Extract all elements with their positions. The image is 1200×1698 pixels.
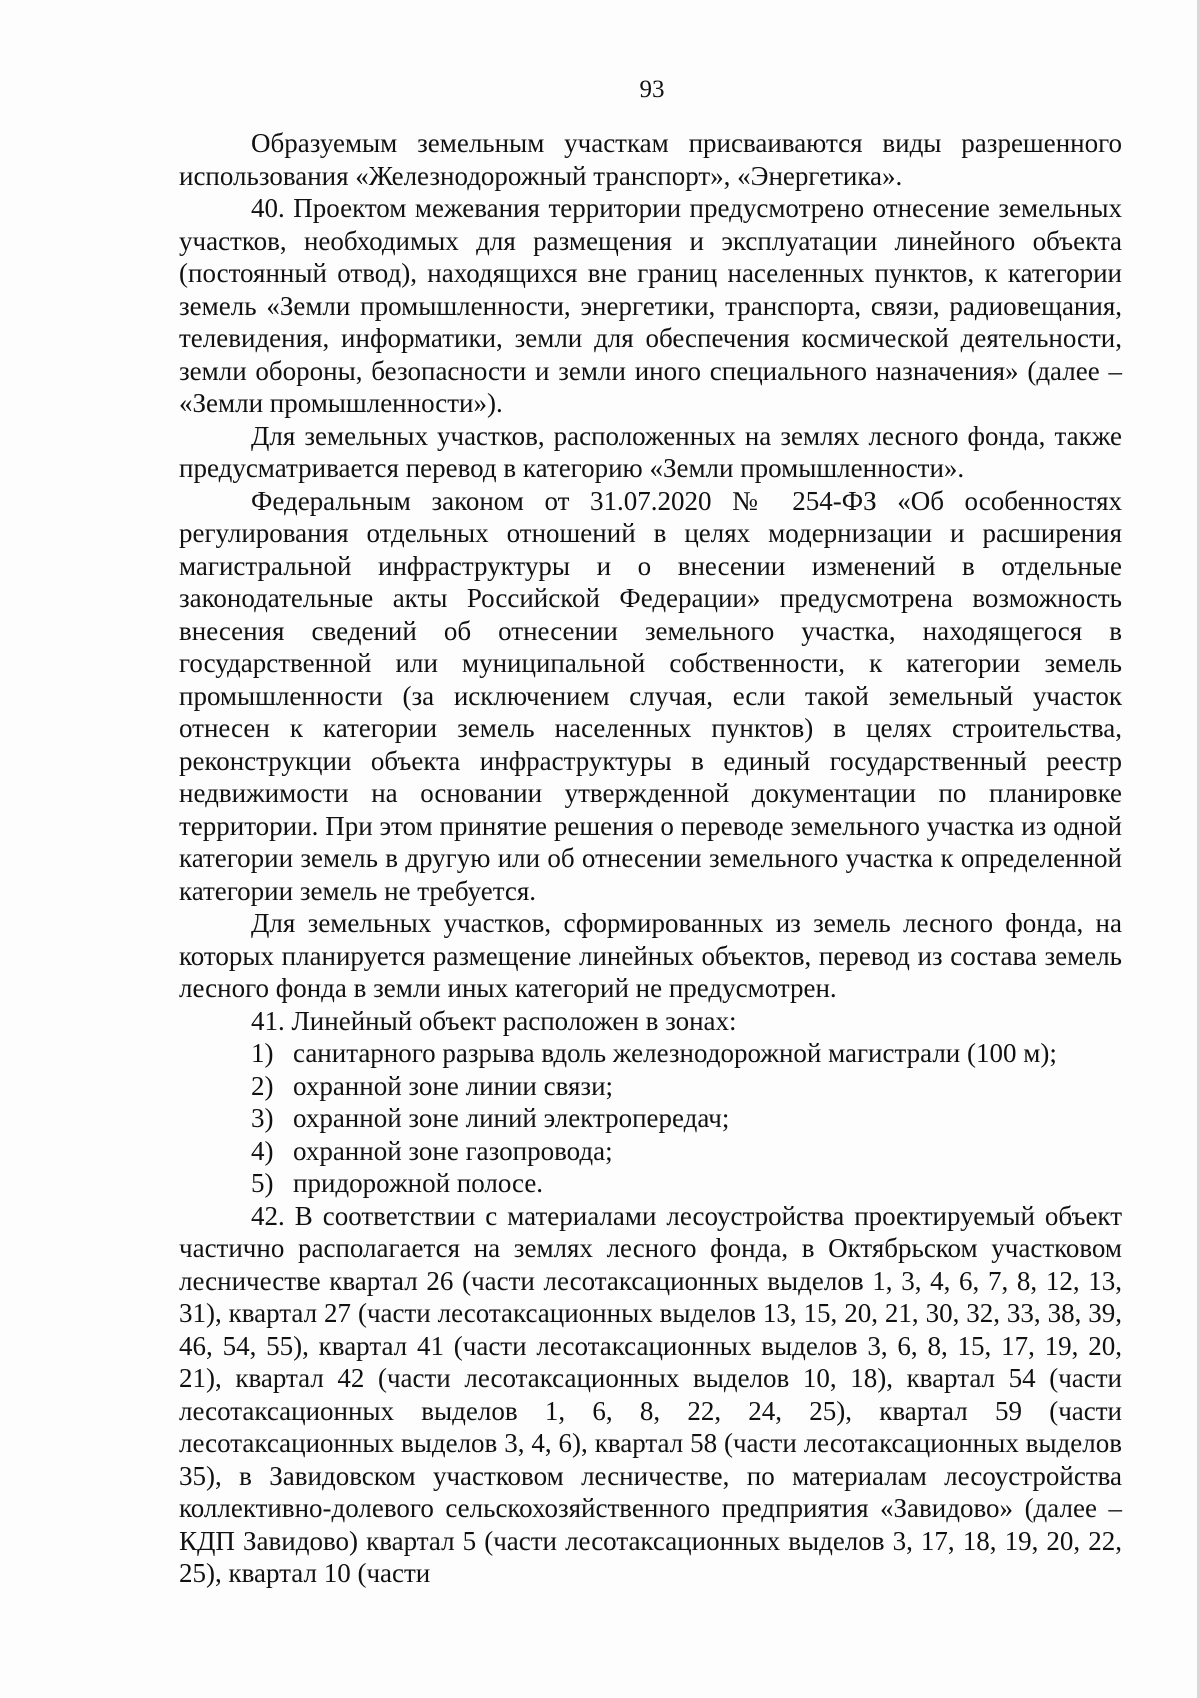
list-item-number: 3) [251,1103,274,1133]
zones-list [179,1037,1122,1200]
list-item-text: санитарного разрыва вдоль железнодорожной магистрали (100 м); [293,1038,1057,1068]
paragraph-42-forest-quarters: 42. В соответствии с материалами лесоустройства проектируемый объект частично располагается на землях лесного фонда, в Октябрьском участковом лесничестве квартал 26 (части лесотаксационных выделов 1, 3, 4, 6, 7, 8, 12, 13, 31), квартал 27 (части лесотаксационных выделов 13, 15, 20, 21, 30, 32, 33, 38, 39, 46, 54, 55), квартал 41 (части лесотаксационных выделов 3, 6, 8, 15, 17, 19, 20, 21), квартал 42 (части лесотаксационных выделов 10, 18), квартал 54 (части лесотаксационных выделов 1, 6, 8, 22, 24, 25), квартал 59 (части лесотаксационных выделов 3, 4, 6), квартал 58 (части лесотаксационных выделов 35), в Завидовском участковом лесничестве, по материалам лесоустройства коллективно-долевого сельскохозяйственного предприятия «Завидово» (далее – КДП Завидово) квартал 5 (части лесотаксационных выделов 3, 17, 18, 19, 20, 22, 25), квартал 10 (части [179,1200,1122,1588]
page-number: 93 [639,76,665,103]
list-item [179,1070,1122,1103]
list-item-text: охранной зоне линий электропередач; [293,1103,730,1133]
paragraph-forest-fund-transfer: Для земельных участков, расположенных на землях лесного фонда, также предусматривается перевод в категорию «Земли промышленности». [179,420,1122,483]
paragraph-forest-land-linear-objects: Для земельных участков, сформированных из земель лесного фонда, на которых планируется размещение линейных объектов, перевод из состава земель лесного фонда в земли иных категорий не предусмотрен. [179,908,1122,1003]
list-item-text: охранной зоне газопровода; [293,1135,613,1166]
list-item-number: 1) [251,1038,274,1068]
list-item [179,1167,1122,1200]
list-item-number: 2) [251,1070,274,1101]
list-item [179,1102,1122,1135]
paragraph-41-zones-intro: 41. Линейный объект расположен в зонах: [251,1005,737,1036]
list-item-text: охранной зоне линии связи; [293,1070,614,1101]
list-item-text: придорожной полосе. [293,1168,544,1198]
paragraph-40-land-category: 40. Проектом межевания территории предусмотрено отнесение земельных участков, необходимых для размещения и эксплуатации линейного объекта (постоянный отвод), находящихся вне границ населенных пунктов, к категории земель «Земли промышленности, энергетики, транспорта, связи, радиовещания, телевидения, информатики, земли для обеспечения космической деятельности, земли обороны, безопасности и земли иного специального назначения» (далее – «Земли промышленности»). [179,193,1122,418]
paragraph-land-use-types: Образуемым земельным участкам присваиваются виды разрешенного использования «Железнодорожный транспорт», «Энергетика». [179,128,1122,191]
list-item [179,1037,1122,1070]
list-item-number: 5) [251,1168,274,1198]
list-item-number: 4) [251,1135,274,1166]
paragraph-federal-law: Федеральным законом от 31.07.2020 № 254-ФЗ «Об особенностях регулирования отдельных отношений в целях модернизации и расширения магистральной инфраструктуры и о внесении изменений в отдельные законодательные акты Российской Федерации» предусмотрена возможность внесения сведений об отнесении земельного участка, находящегося в государственной или муниципальной собственности, к категории земель промышленности (за исключением случая, если такой земельный участок отнесен к категории земель населенных пунктов) в целях строительства, реконструкции объекта инфраструктуры в единый государственный реестр недвижимости на основании утвержденной документации по планировке территории. При этом принятие решения о переводе земельного участка из одной категории земель в другую или об отнесении земельного участка к определенной категории земель не требуется. [179,485,1122,906]
list-item [179,1135,1122,1168]
document-body [179,127,1122,1590]
